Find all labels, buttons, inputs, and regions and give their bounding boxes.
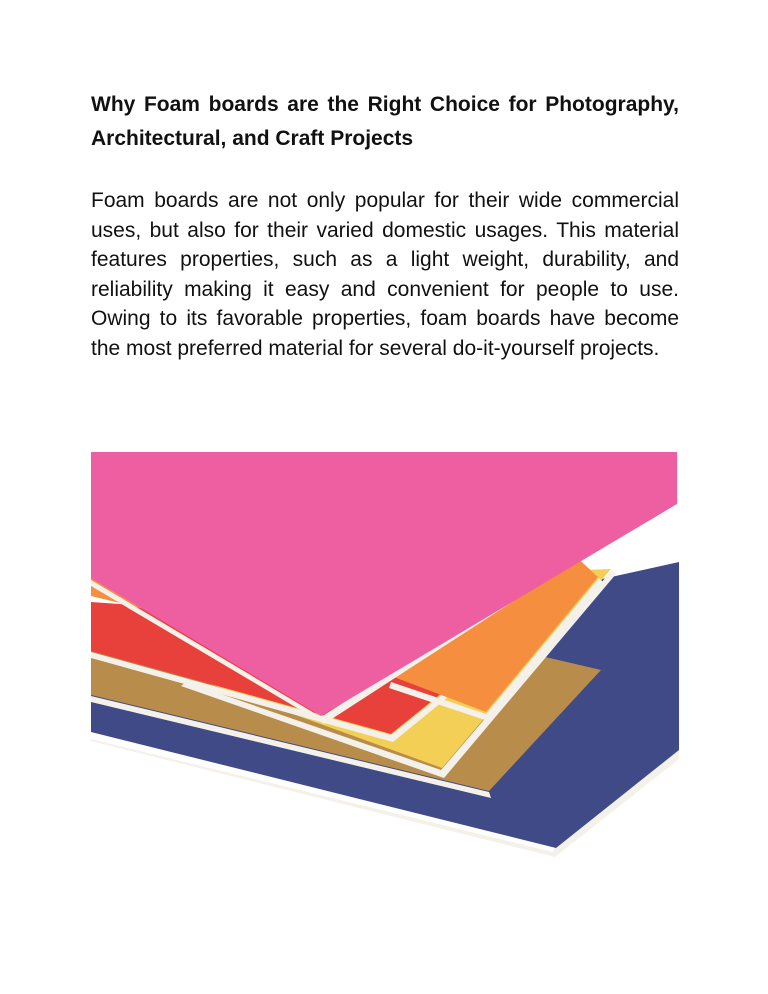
foam-boards-image <box>91 452 679 857</box>
document-title: Why Foam boards are the Right Choice for Photography, Architectural, and Craft Projects <box>91 93 679 150</box>
document-paragraph: Foam boards are not only popular for their wide commercial uses, but also for their varied domestic usages. This material features properties, such as a light weight, durability, and reliability making it easy and convenient for people to use. Owing to its favorable properties, foam boards have become the most preferred material for several do-it-yourself projects. <box>91 189 679 360</box>
document-content <box>91 88 679 363</box>
